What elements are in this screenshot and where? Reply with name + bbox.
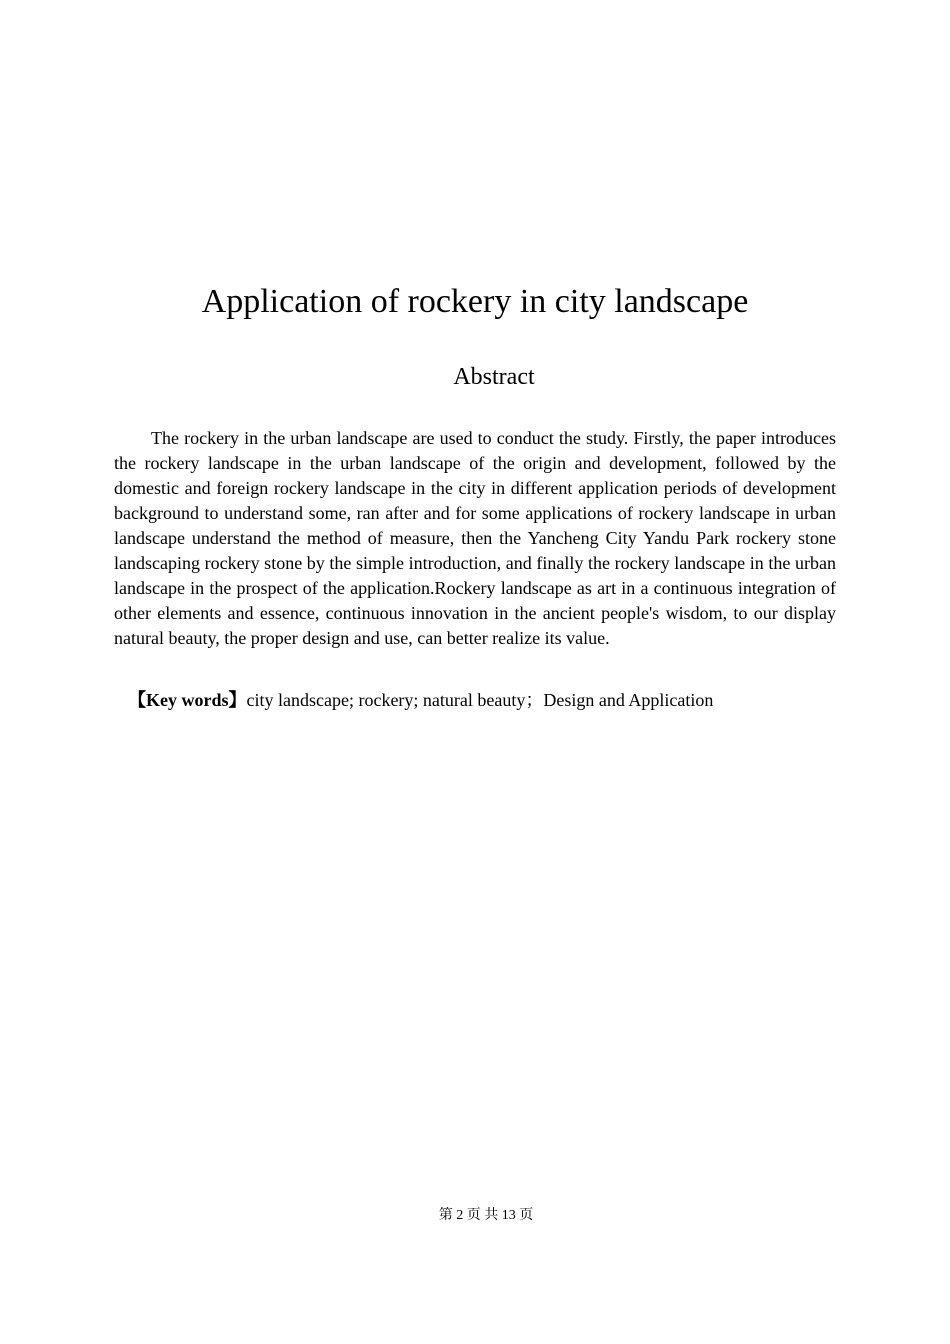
abstract-body: The rockery in the urban landscape are used to conduct the study. Firstly, the paper introduces the rockery landscape in the urban landscape of the origin and development, followed by the domestic and foreign rockery landscape in the city in different application periods of development background to understand some, ran after and for some applications of rockery landscape in urban landscape understand the method of measure, then the Yancheng City Yandu Park rockery stone landscaping rockery stone by the simple introduction, and finally the rockery landscape in the urban landscape in the prospect of the application.Rockery landscape as art in a continuous integration of other elements and essence, continuous innovation in the ancient people's wisdom, to our display natural beauty, the proper design and use, can better realize its value. xyxy=(114,428,836,648)
page-footer: 第 2 页 共 13 页 xyxy=(438,1208,534,1223)
keywords-label: 【Key words】 xyxy=(128,690,247,710)
document-title: Application of rockery in city landscape xyxy=(201,283,749,320)
keywords-text: city landscape; rockery; natural beauty；Design and Application xyxy=(246,690,714,710)
abstract-heading: Abstract xyxy=(453,364,535,390)
keywords-line xyxy=(128,688,848,713)
